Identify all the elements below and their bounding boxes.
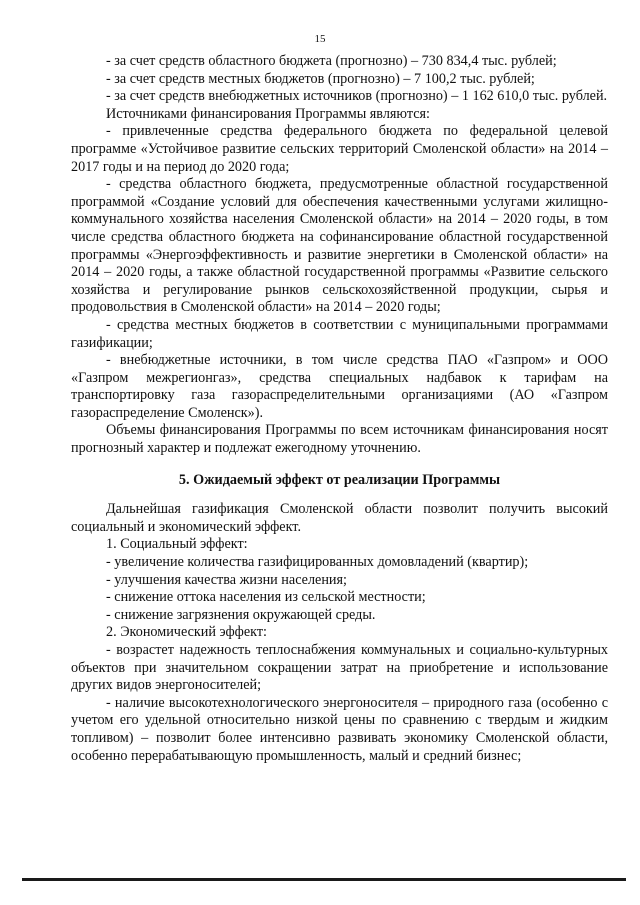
- list-item-social-2: - улучшения качества жизни населения;: [106, 571, 347, 588]
- list-item-social-1: - увеличение количества газифицированных домовладений (квартир);: [106, 554, 529, 571]
- paragraph-funding-sources-intro: Источниками финансирования Программы являются:: [106, 105, 430, 122]
- document-body: [71, 53, 608, 765]
- list-item-economic-2: - наличие высокотехнологического энергоносителя – природного газа (особенно с учетом его удельной относительно низкой цены по сравнению с твердым и жидким топливом) – позволит более интенсивно развивать экономику Смоленской области, особенно перерабатывающую промышленность, малый и средний бизнес;: [71, 694, 608, 764]
- list-item-social-4: - снижение загрязнения окружающей среды.: [106, 606, 376, 623]
- paragraph-funding-forecast-note: Объемы финансирования Программы по всем источникам финансирования носят прогнозный характер и подлежат ежегодному уточнению.: [71, 422, 608, 457]
- paragraph-federal-funds: - привлеченные средства федерального бюджета по федеральной целевой программе «Устойчивое развитие сельских территорий Смоленской области» на 2014 – 2017 годы и на период до 2020 года;: [71, 123, 608, 175]
- paragraph-effect-intro: Дальнейшая газификация Смоленской области позволит получить высокий социальный и экономический эффект.: [71, 501, 608, 535]
- page-number: 15: [314, 33, 326, 45]
- paragraph-regional-funds: - средства областного бюджета, предусмотренные областной государственной программой «Создание условий для обеспечения качественными услугами жилищно-коммунального хозяйства населения Смоленской области» на 2014 – 2020 годы, в том числе средства областного бюджета на софинансирование областной государственной программы «Энергоэффективность и развитие энергетики в Смоленской области» на 2014 – 2020 годы, а также областной государственной программы «Развитие сельского хозяйства и регулирование рынков сельскохозяйственной продукции, сырья и продовольствия в Смоленской области» на 2014 – 2020 годы;: [71, 176, 608, 316]
- paragraph-municipal-funds: - средства местных бюджетов в соответствии с муниципальными программами газификации;: [71, 316, 608, 351]
- paragraph-regional-budget: - за счет средств областного бюджета (прогнозно) – 730 834,4 тыс. рублей;: [106, 53, 557, 69]
- paragraph-extrabudgetary-sources: - внебюджетные источники, в том числе средства ПАО «Газпром» и ООО «Газпром межрегионгаз», средства специальных надбавок к тарифам на транспортировку газа газораспределительными организациями (АО «Газпром газораспределение Смоленск»).: [71, 352, 608, 421]
- list-item-economic-1: - возрастет надежность теплоснабжения коммунальных и социально-культурных объектов при значительном сокращении затрат на приобретение и использование других видов энергоносителей;: [71, 642, 608, 694]
- list-item-social-3: - снижение оттока населения из сельской местности;: [106, 589, 426, 606]
- paragraph-extrabudgetary: - за счет средств внебюджетных источников (прогнозно) – 1 162 610,0 тыс. рублей.: [106, 88, 608, 105]
- section-heading: 5. Ожидаемый эффект от реализации Программы: [178, 471, 501, 488]
- paragraph-economic-effect-title: 2. Экономический эффект:: [106, 624, 267, 641]
- paragraph-social-effect-title: 1. Социальный эффект:: [106, 536, 248, 553]
- bottom-rule: [22, 878, 626, 881]
- paragraph-local-budgets: - за счет средств местных бюджетов (прогнозно) – 7 100,2 тыс. рублей;: [106, 70, 535, 87]
